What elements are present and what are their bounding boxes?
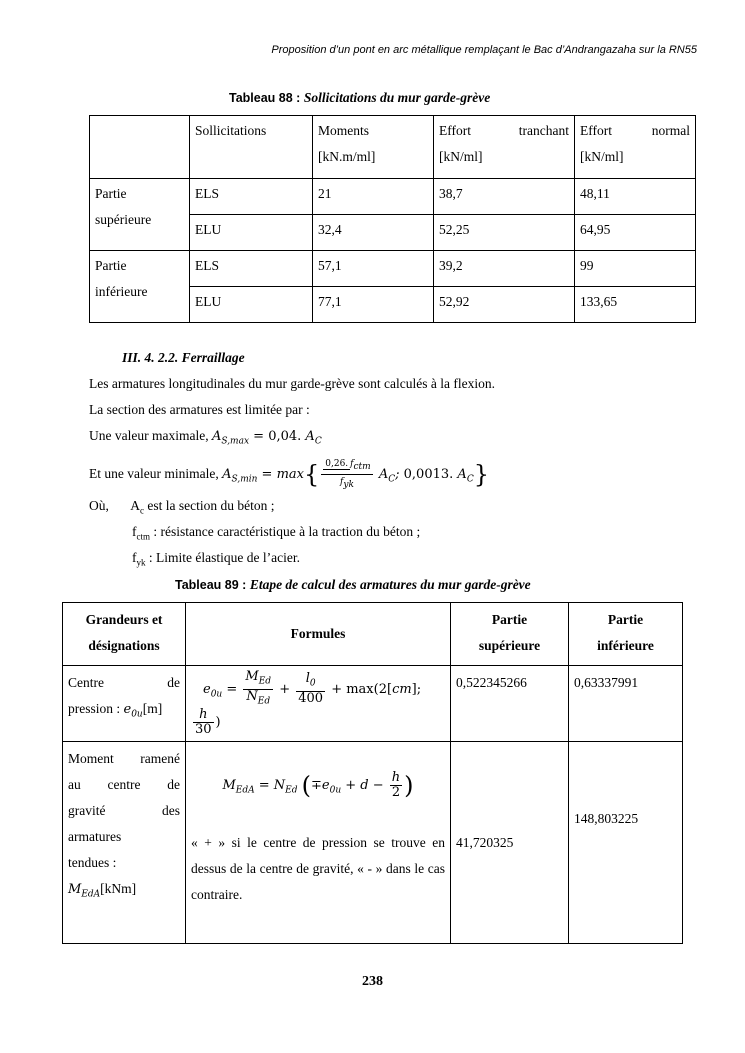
table-cell: [434, 116, 575, 179]
table-cell: ELU: [190, 287, 313, 323]
table-cell: [313, 116, 434, 179]
header-text: Grandeurs et: [85, 612, 163, 627]
row-group-label: [90, 251, 190, 323]
label-text: des: [162, 803, 180, 819]
header-text: tranchant: [518, 123, 569, 138]
table-cell: 41,720325: [451, 742, 569, 944]
table-cell: 133,65: [575, 287, 696, 323]
paragraph: Les armatures longitudinales du mur garde-grève sont calculés à la flexion.: [89, 376, 495, 391]
table-cell: 39,2: [434, 251, 575, 287]
part-label: supérieure: [95, 212, 152, 227]
page-number: 238: [362, 974, 383, 989]
table-cell: 148,803225: [569, 742, 683, 944]
unit-text: [kNm]: [100, 881, 137, 897]
table-cell: 21: [313, 179, 434, 215]
caption-label: Tableau 88 :: [229, 91, 301, 105]
table-cell: 32,4: [313, 215, 434, 251]
label-text: de: [167, 675, 180, 690]
max-value-line: [89, 428, 322, 447]
header-unit: [kN/ml]: [439, 149, 483, 164]
table-cell: [63, 603, 186, 666]
definition-line: $f_{ctm}$ : résistance caractéristique à la traction du béton ;: [132, 524, 421, 542]
table-cell: Moment ramené au centre de gravité des armatures tendues : $M_{EdA}[kNm]$: [63, 742, 186, 944]
table-cell: Formules: [186, 603, 451, 666]
table-cell: ELS: [190, 179, 313, 215]
label-text: au: [68, 777, 81, 793]
table-cell: Centre de pression : $e_{0u}[m]$: [63, 666, 186, 742]
part-label: inférieure: [95, 284, 148, 299]
header-text: Moments: [318, 123, 370, 138]
paragraph-text: Une valeur maximale,: [89, 428, 209, 443]
label-text: centre: [107, 777, 141, 793]
label-text: ramené: [140, 751, 180, 767]
table-cell: 52,92: [434, 287, 575, 323]
table-cell: 0,522345266: [451, 666, 569, 742]
paragraph-text: Et une valeur minimale,: [89, 466, 219, 481]
section-heading: III. 4. 2.2. Ferraillage: [122, 350, 245, 365]
caption-label: Tableau 89 :: [175, 578, 247, 592]
table-cell: Sollicitations: [190, 116, 313, 179]
header-unit: [kN/ml]: [580, 149, 624, 164]
header-text: inférieure: [597, 638, 654, 653]
table-cell: 48,11: [575, 179, 696, 215]
table-89: [62, 602, 683, 944]
where-label: Où,: [89, 498, 109, 513]
header-text: Partie: [491, 612, 528, 627]
table-row: [90, 179, 696, 215]
min-value-line: [89, 456, 489, 492]
table-88-caption: [229, 90, 490, 106]
formula-medA: $M_{EdA} = N_{Ed}$ ($\mp e_{0u} + d$ − $\frac{h}{2}$ ): [222, 769, 414, 800]
definition-text: : résistance caractéristique à la traction du béton ;: [153, 524, 421, 539]
table-89-caption: [175, 577, 531, 593]
table-cell: [569, 603, 683, 666]
definition-line: Où, $A_c$ est la section du béton ;: [89, 498, 275, 516]
header-text: désignations: [88, 638, 160, 653]
table-cell: 0,63337991: [569, 666, 683, 742]
unit-text: [m]: [142, 701, 163, 716]
table-88: [89, 115, 696, 323]
definition-text: est la section du béton ;: [147, 498, 275, 513]
header-text: normal: [651, 123, 690, 138]
label-text: de: [167, 777, 180, 793]
paragraph: La section des armatures est limitée par :: [89, 402, 310, 417]
label-text: Centre: [68, 675, 104, 690]
definition-text: : Limite élastique de l’acier.: [148, 550, 300, 565]
part-label: Partie: [95, 186, 127, 201]
label-text: tendues :: [68, 855, 117, 871]
table-cell: 52,25: [434, 215, 575, 251]
table-cell: ELS: [190, 251, 313, 287]
header-unit: [kN.m/ml]: [318, 149, 376, 164]
caption-title: Etape de calcul des armatures du mur garde-grève: [249, 577, 531, 592]
label-text: armatures: [68, 829, 122, 845]
table-cell: [451, 603, 569, 666]
table-cell: 38,7: [434, 179, 575, 215]
formula-cell: [186, 666, 451, 742]
definition-line: $f_{yk}$ : Limite élastique de l’acier.: [132, 550, 300, 568]
row-group-label: [90, 179, 190, 251]
table-cell: [90, 116, 190, 179]
table-cell: 64,95: [575, 215, 696, 251]
header-text: Partie: [607, 612, 644, 627]
label-text: gravité: [68, 803, 106, 819]
running-header: Proposition d’un pont en arc métallique remplaçant le Bac d’Andrangazaha sur la RN55: [271, 44, 697, 56]
sign-note: « + » si le centre de pression se trouve en dessus de la centre de gravité, « - » dans le cas contraire.: [191, 835, 445, 903]
formula-as-min: $A_{S,min} = \max${ $\frac{0,26. f_{ctm}}{f_{yk}}$ $A_C$; 0,0013. $A_C$}: [222, 458, 489, 490]
table-cell: 57,1: [313, 251, 434, 287]
caption-title: Sollicitations du mur garde-grève: [303, 90, 491, 105]
table-header-row: [90, 116, 696, 179]
table-cell: 99: [575, 251, 696, 287]
table-cell: 77,1: [313, 287, 434, 323]
table-row: [63, 742, 683, 944]
header-text: supérieure: [478, 638, 541, 653]
label-text: Moment: [68, 751, 114, 767]
table-header-row: [63, 603, 683, 666]
header-text: Effort: [580, 123, 612, 138]
part-label: Partie: [95, 258, 127, 273]
formula-as-max: $A_{S,max} = 0,04$. $A_C$: [211, 429, 322, 447]
table-row: [63, 666, 683, 742]
label-text: pression :: [68, 701, 121, 716]
formula-e0u: $e_{0u}$ = $\frac{M_{Ed}}{N_{Ed}}$ + $\frac{l_0}{400}$ + max(2[cm]; $\frac{h}{30}$ ): [195, 669, 422, 738]
table-row: [90, 251, 696, 287]
formula-cell: [186, 742, 451, 944]
header-text: Effort: [439, 123, 471, 138]
table-cell: ELU: [190, 215, 313, 251]
table-cell: [575, 116, 696, 179]
